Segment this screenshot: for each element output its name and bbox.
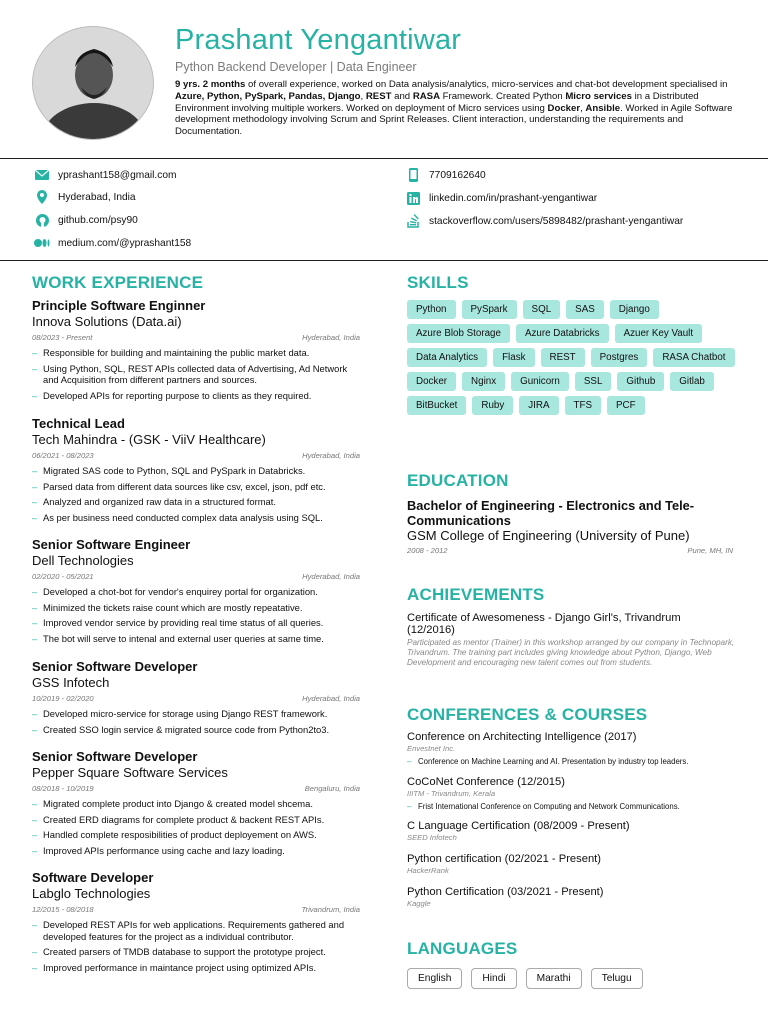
job-entry xyxy=(32,749,360,856)
job-meta xyxy=(32,784,360,794)
candidate-subtitle: Python Backend Developer | Data Engineer xyxy=(175,60,417,74)
conference-title: Conference on Architecting Intelligence (2017) xyxy=(407,731,637,743)
skill-tag: Postgres xyxy=(591,348,648,367)
conference-org: HackerRank xyxy=(407,866,449,875)
skill-tag: Azure Databricks xyxy=(516,324,609,343)
skill-tag: Docker xyxy=(407,372,456,391)
phone-text: 7709162640 xyxy=(429,169,486,181)
conference-title: C Language Certification (08/2009 - Present) xyxy=(407,820,630,832)
skill-tag: Github xyxy=(617,372,664,391)
job-bullet: – Handled complete resposibilities of product deployement on AWS. xyxy=(32,829,360,841)
job-meta xyxy=(32,451,360,461)
skill-tag: SQL xyxy=(523,300,561,319)
job-bullet: – Minimized the tickets raise count which are mostly repeatative. xyxy=(32,602,360,614)
achievement-title: Certificate of Awesomeness - Django Girl's, Trivandrum (12/2016) xyxy=(407,612,681,637)
job-location: Hyderabad, India xyxy=(302,333,360,342)
conference-org: IIITM - Trivandrum, Kerala xyxy=(407,789,496,798)
profile-photo xyxy=(32,26,154,140)
header-divider xyxy=(0,158,768,159)
linkedin-text: linkedin.com/in/prashant-yengantiwar xyxy=(429,192,598,204)
job-location: Trivandrum, India xyxy=(301,905,360,914)
stackoverflow-icon xyxy=(405,214,421,228)
contact-stackoverflow[interactable] xyxy=(405,214,683,228)
skill-tag: Flask xyxy=(493,348,534,367)
education-school: GSM College of Engineering (University of Pune) xyxy=(407,528,690,543)
medium-icon xyxy=(34,236,50,250)
conference-org: SEED Infotech xyxy=(407,833,457,842)
job-bullet: – As per business need conducted complex data analysis using SQL. xyxy=(32,512,360,524)
language-tag: Marathi xyxy=(526,968,582,989)
skill-tag: Azuer Key Vault xyxy=(615,324,703,343)
medium-text: medium.com/@yprashant158 xyxy=(58,237,192,249)
skill-tag: Nginx xyxy=(462,372,505,391)
job-bullet: – Created parsers of TMDB database to support the prototype project. xyxy=(32,946,360,958)
skill-tag: JIRA xyxy=(519,396,558,415)
job-dates: 10/2019 - 02/2020 xyxy=(32,694,94,703)
conference-item xyxy=(407,776,747,812)
skills-heading: SKILLS xyxy=(407,273,469,292)
job-title: Senior Software Developer xyxy=(32,659,198,674)
location-pin-icon xyxy=(34,190,50,204)
skill-tag: Python xyxy=(407,300,456,319)
skill-tag: TFS xyxy=(565,396,602,415)
conference-title: Python certification (02/2021 - Present) xyxy=(407,853,602,865)
job-dates: 12/2015 - 08/2018 xyxy=(32,905,94,914)
job-dates: 06/2021 - 08/2023 xyxy=(32,451,94,460)
job-bullets xyxy=(32,798,360,856)
job-company: Dell Technologies xyxy=(32,553,134,568)
job-entry xyxy=(32,537,360,644)
contact-medium[interactable] xyxy=(34,236,191,250)
linkedin-icon xyxy=(405,191,421,205)
job-company: Tech Mahindra - (GSK - ViiV Healthcare) xyxy=(32,432,266,447)
conference-org: Kaggle xyxy=(407,899,431,908)
achievement-description: Participated as mentor (Trainer) in this workshop arranged by our company in Technopark, Trivandrum. The training part includes giving knowledge about Python, Django, Web Development and encouraging new talent comes out from students. xyxy=(407,638,735,667)
job-bullets xyxy=(32,708,360,735)
skill-tag: RASA Chatbot xyxy=(653,348,734,367)
job-title: Senior Software Engineer xyxy=(32,537,191,552)
candidate-name: Prashant Yengantiwar xyxy=(175,24,462,56)
skill-tag: PCF xyxy=(607,396,645,415)
contact-location xyxy=(34,190,136,204)
job-bullet: – Migrated SAS code to Python, SQL and PySpark in Databricks. xyxy=(32,465,360,477)
job-location: Bengaluru, India xyxy=(304,784,360,793)
job-bullet: – Using Python, SQL, REST APIs collected data of Advertising, Ad Network and Acquisition from different partners and sources. xyxy=(32,363,360,386)
languages-list xyxy=(407,968,652,989)
job-bullet: – Developed micro-service for storage using Django REST framework. xyxy=(32,708,360,720)
job-bullet: – Parsed data from different data sources like csv, excel, json, pdf etc. xyxy=(32,481,360,493)
job-company: Innova Solutions (Data.ai) xyxy=(32,314,182,329)
job-bullets xyxy=(32,465,360,523)
conference-bullet: – Frist International Conference on Computing and Network Communications. xyxy=(407,802,747,812)
skill-tag: REST xyxy=(541,348,585,367)
job-title: Principle Software Enginner xyxy=(32,298,206,313)
education-location: Pune, MH, IN xyxy=(687,546,733,555)
job-bullets xyxy=(32,586,360,644)
job-meta xyxy=(32,694,360,704)
email-text: yprashant158@gmail.com xyxy=(58,169,177,181)
skill-tag: Django xyxy=(610,300,659,319)
job-company: Pepper Square Software Services xyxy=(32,765,228,780)
job-dates: 08/2023 - Present xyxy=(32,333,93,342)
language-tag: English xyxy=(407,968,462,989)
job-bullet: – Improved performance in maintance project using optimized APIs. xyxy=(32,962,360,974)
conference-item xyxy=(407,886,747,909)
conference-item xyxy=(407,853,747,876)
job-bullet: – The bot will serve to intenal and external user queries at same time. xyxy=(32,633,360,645)
skill-tag: Ruby xyxy=(472,396,513,415)
job-dates: 08/2018 - 10/2019 xyxy=(32,784,94,793)
skill-tag: BitBucket xyxy=(407,396,466,415)
job-bullets xyxy=(32,347,360,401)
job-dates: 02/2020 - 05/2021 xyxy=(32,572,94,581)
job-entry xyxy=(32,659,360,735)
job-bullet: – Developed APIs for reporting purpose to clients as they required. xyxy=(32,390,360,402)
job-entry xyxy=(32,870,360,973)
skill-tag: SAS xyxy=(566,300,604,319)
conference-title: CoCoNet Conference (12/2015) xyxy=(407,776,565,788)
job-location: Hyderabad, India xyxy=(302,572,360,581)
job-entry xyxy=(32,298,360,401)
education-heading: EDUCATION xyxy=(407,471,509,490)
job-title: Technical Lead xyxy=(32,416,125,431)
education-degree: Bachelor of Engineering - Electronics and Tele-Communications xyxy=(407,498,695,528)
contact-phone[interactable] xyxy=(405,168,486,182)
work-experience-heading: WORK EXPERIENCE xyxy=(32,273,204,292)
skill-tag: Gunicorn xyxy=(511,372,569,391)
conference-org: Envestnet Inc. xyxy=(407,744,456,753)
job-title: Software Developer xyxy=(32,870,154,885)
job-meta xyxy=(32,572,360,582)
languages-heading: LANGUAGES xyxy=(407,939,518,958)
location-text: Hyderabad, India xyxy=(58,191,136,203)
job-bullet: – Created SSO login service & migrated source code from Python2to3. xyxy=(32,724,360,736)
job-meta xyxy=(32,333,360,343)
github-icon xyxy=(34,213,50,227)
job-location: Hyderabad, India xyxy=(302,694,360,703)
contact-divider xyxy=(0,260,768,261)
conference-item xyxy=(407,820,747,843)
skill-tag: Gitlab xyxy=(670,372,714,391)
summary-text: 9 yrs. 2 months of overall experience, worked on Data analysis/analytics, micro-services and chat-bot development specialised in Azure, Python, PySpark, Pandas, Django, REST and RASA Framework. Created Python Micro services in a Distributed Environment involving multiple workers. Worked on deployment of Micro services using Docker, Ansible. Worked in Agile Software development methodology involving Scrum and Sprint Releases. Client interaction, understanding the requirements and Documentation. xyxy=(175,79,733,138)
skill-tag: Azure Blob Storage xyxy=(407,324,510,343)
language-tag: Hindi xyxy=(471,968,516,989)
contact-email[interactable] xyxy=(34,168,177,182)
job-bullet: – Improved APIs performance using cache and lazy loading. xyxy=(32,845,360,857)
conference-title: Python Certification (03/2021 - Present) xyxy=(407,886,604,898)
phone-icon xyxy=(405,168,421,182)
skill-tag: SSL xyxy=(575,372,612,391)
conference-item xyxy=(407,731,747,767)
job-bullet: – Developed a chot-bot for vendor's enquirey portal for organization. xyxy=(32,586,360,598)
job-bullet: – Analyzed and organized raw data in a structured format. xyxy=(32,496,360,508)
contact-github[interactable] xyxy=(34,213,138,227)
education-dates: 2008 - 2012 xyxy=(407,546,448,555)
job-bullet: – Migrated complete product into Django & created model shcema. xyxy=(32,798,360,810)
email-icon xyxy=(34,168,50,182)
job-company: GSS Infotech xyxy=(32,675,110,690)
job-entry xyxy=(32,416,360,523)
achievements-heading: ACHIEVEMENTS xyxy=(407,585,545,604)
job-bullet: – Created ERD diagrams for complete product & backent REST APIs. xyxy=(32,814,360,826)
job-bullet: – Developed REST APIs for web applications. Requirements gathered and developed features for the project as a individual contributor. xyxy=(32,919,360,942)
education-meta xyxy=(407,546,733,555)
job-meta xyxy=(32,905,360,915)
conferences-heading: CONFERENCES & COURSES xyxy=(407,705,648,724)
job-company: Labglo Technologies xyxy=(32,886,151,901)
job-location: Hyderabad, India xyxy=(302,451,360,460)
job-bullets xyxy=(32,919,360,973)
contact-linkedin[interactable] xyxy=(405,191,597,205)
github-text: github.com/psy90 xyxy=(58,214,138,226)
conference-bullet: – Conference on Machine Learning and AI. Presentation by industry top leaders. xyxy=(407,757,747,767)
job-bullet: – Responsible for building and maintaining the public market data. xyxy=(32,347,360,359)
stackoverflow-text: stackoverflow.com/users/5898482/prashant-yengantiwar xyxy=(429,215,684,227)
skills-list xyxy=(407,300,747,420)
language-tag: Telugu xyxy=(591,968,643,989)
job-bullet: – Improved vendor service by providing real time status of all queries. xyxy=(32,617,360,629)
skill-tag: PySpark xyxy=(462,300,517,319)
skill-tag: Data Analytics xyxy=(407,348,487,367)
job-title: Senior Software Developer xyxy=(32,749,198,764)
